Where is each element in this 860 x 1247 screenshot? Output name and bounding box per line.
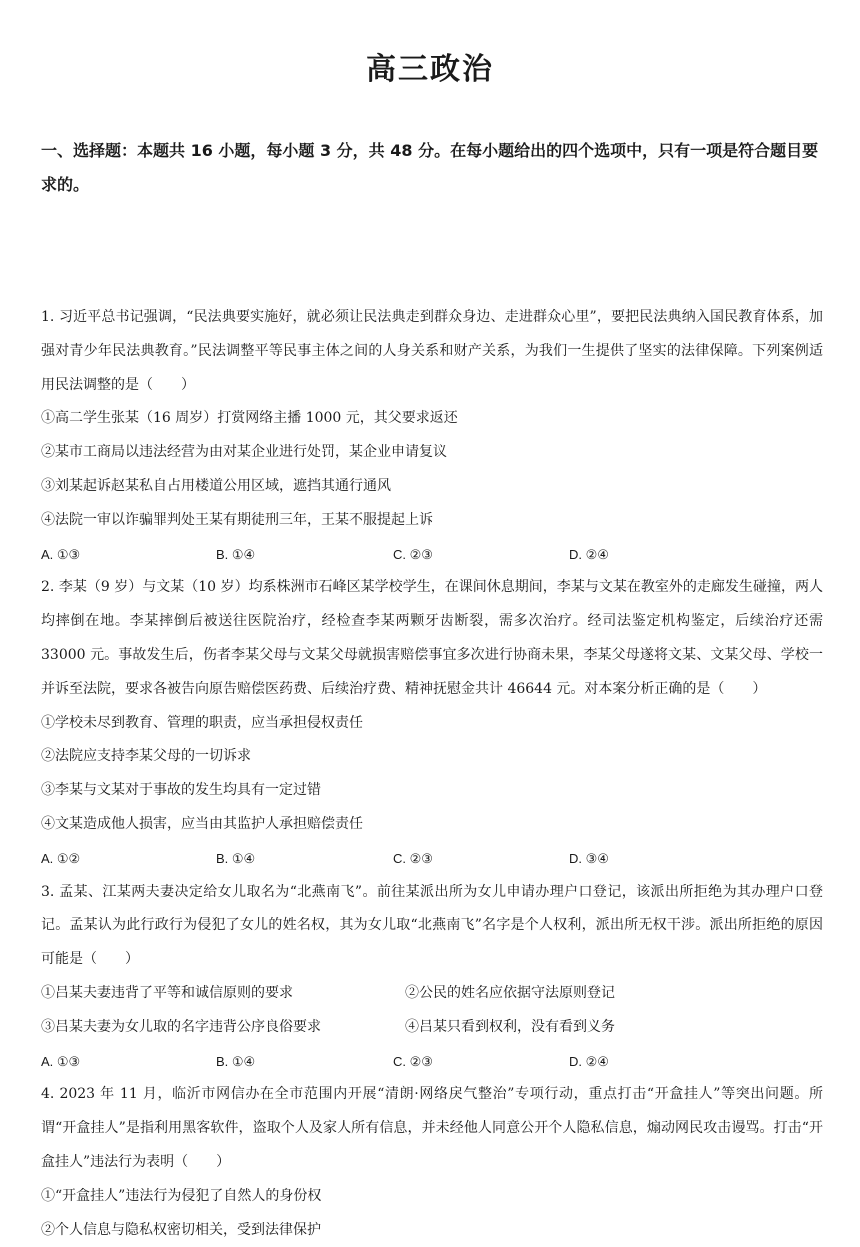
statement: ③吕某夫妻为女儿取的名字违背公序良俗要求 xyxy=(41,1018,321,1035)
statement: ①“开盒挂人”违法行为侵犯了自然人的身份权 xyxy=(41,1187,322,1204)
statement: ①高二学生张某（16 周岁）打赏网络主播 1000 元，其父要求返还 xyxy=(41,410,458,427)
answer-options xyxy=(41,842,823,876)
answer-options xyxy=(41,538,823,572)
statement-row xyxy=(41,1011,823,1045)
question-3 xyxy=(41,876,823,1079)
statement: ④吕某只看到权利，没有看到义务 xyxy=(405,1018,615,1035)
question-stem: 1. 习近平总书记强调，“民法典要实施好，就必须让民法典走到群众身边、走进群众心里”，要把民法典纳入国民教育体系，加强对青少年民法典教育。”民法调整平等民事主体之间的人身关系和财产关系，为我们一生提供了坚实的法律保障。下列案例适用民法调整的是（ ） xyxy=(41,309,823,393)
answer-options xyxy=(41,1045,823,1079)
statement: ④法院一审以诈骗罪判处王某有期徒刑三年，王某不服提起上诉 xyxy=(41,511,433,528)
question-4 xyxy=(41,1078,823,1247)
option-d[interactable]: D. ②④ xyxy=(569,546,609,562)
option-b[interactable]: B. ①④ xyxy=(216,546,256,562)
option-d[interactable]: D. ③④ xyxy=(569,850,609,866)
statement: ②法院应支持李某父母的一切诉求 xyxy=(41,748,251,765)
statement-row xyxy=(41,977,823,1011)
option-d[interactable]: D. ②④ xyxy=(569,1053,609,1069)
statement: ②个人信息与隐私权密切相关，受到法律保护 xyxy=(41,1221,321,1238)
statement: ②公民的姓名应依据守法原则登记 xyxy=(405,984,615,1001)
question-1 xyxy=(41,301,823,571)
option-a[interactable]: A. ①② xyxy=(41,850,81,866)
statement: ②某市工商局以违法经营为由对某企业进行处罚，某企业申请复议 xyxy=(41,444,447,461)
question-2 xyxy=(41,571,823,875)
question-stem: 3. 孟某、江某两夫妻决定给女儿取名为“北燕南飞”。前往某派出所为女儿申请办理户口登记，该派出所拒绝为其办理户口登记。孟某认为此行政行为侵犯了女儿的姓名权，其为女儿取“北燕南飞”名字是个人权利，派出所无权干涉。派出所拒绝的原因可能是（ ） xyxy=(41,883,823,968)
question-stem: 4. 2023 年 11 月，临沂市网信办在全市范围内开展“清朗·网络戾气整治”专项行动，重点打击“开盒挂人”等突出问题。所谓“开盒挂人”是指利用黑客软件，盗取个人及家人所有信息，并未经他人同意公开个人隐私信息，煽动网民攻击谩骂。打击“开盒挂人”违法行为表明（ ） xyxy=(41,1086,823,1170)
option-a[interactable]: A. ①③ xyxy=(41,546,81,562)
section-heading: 一、选择题：本题共 16 小题，每小题 3 分，共 48 分。在每小题给出的四个选项中，只有一项是符合题目要求的。 xyxy=(41,141,819,194)
question-stem: 2. 李某（9 岁）与文某（10 岁）均系株洲市石峰区某学校学生，在课间休息期间，李某与文某在教室外的走廊发生碰撞，两人均摔倒在地。李某摔倒后被送往医院治疗，经检查李某两颗牙齿断裂，需多次治疗。经司法鉴定机构鉴定，后续治疗还需 33000 元。事故发生后，伤者李某父母与文某父母就损害赔偿事宜多次进行协商未果，李某父母遂将文某、文某父母、学校一并诉至法院，要求各被告向原告赔偿医药费、后续治疗费、精神抚慰金共计 46644 元。对本案分析正确的是（ ） xyxy=(41,579,823,697)
option-c[interactable]: C. ②③ xyxy=(393,850,433,866)
option-c[interactable]: C. ②③ xyxy=(393,546,433,562)
option-b[interactable]: B. ①④ xyxy=(216,1053,256,1069)
page-title: 高三政治 xyxy=(366,52,494,87)
statement: ③李某与文某对于事故的发生均具有一定过错 xyxy=(41,782,321,799)
statement: ①学校未尽到教育、管理的职责，应当承担侵权责任 xyxy=(41,714,363,731)
option-c[interactable]: C. ②③ xyxy=(393,1053,433,1069)
question-list xyxy=(41,301,823,1247)
statement: ①吕某夫妻违背了平等和诚信原则的要求 xyxy=(41,984,293,1001)
option-b[interactable]: B. ①④ xyxy=(216,850,256,866)
option-a[interactable]: A. ①③ xyxy=(41,1053,81,1069)
statement: ④文某造成他人损害，应当由其监护人承担赔偿责任 xyxy=(41,815,363,832)
statement: ③刘某起诉赵某私自占用楼道公用区域，遮挡其通行通风 xyxy=(41,477,391,494)
